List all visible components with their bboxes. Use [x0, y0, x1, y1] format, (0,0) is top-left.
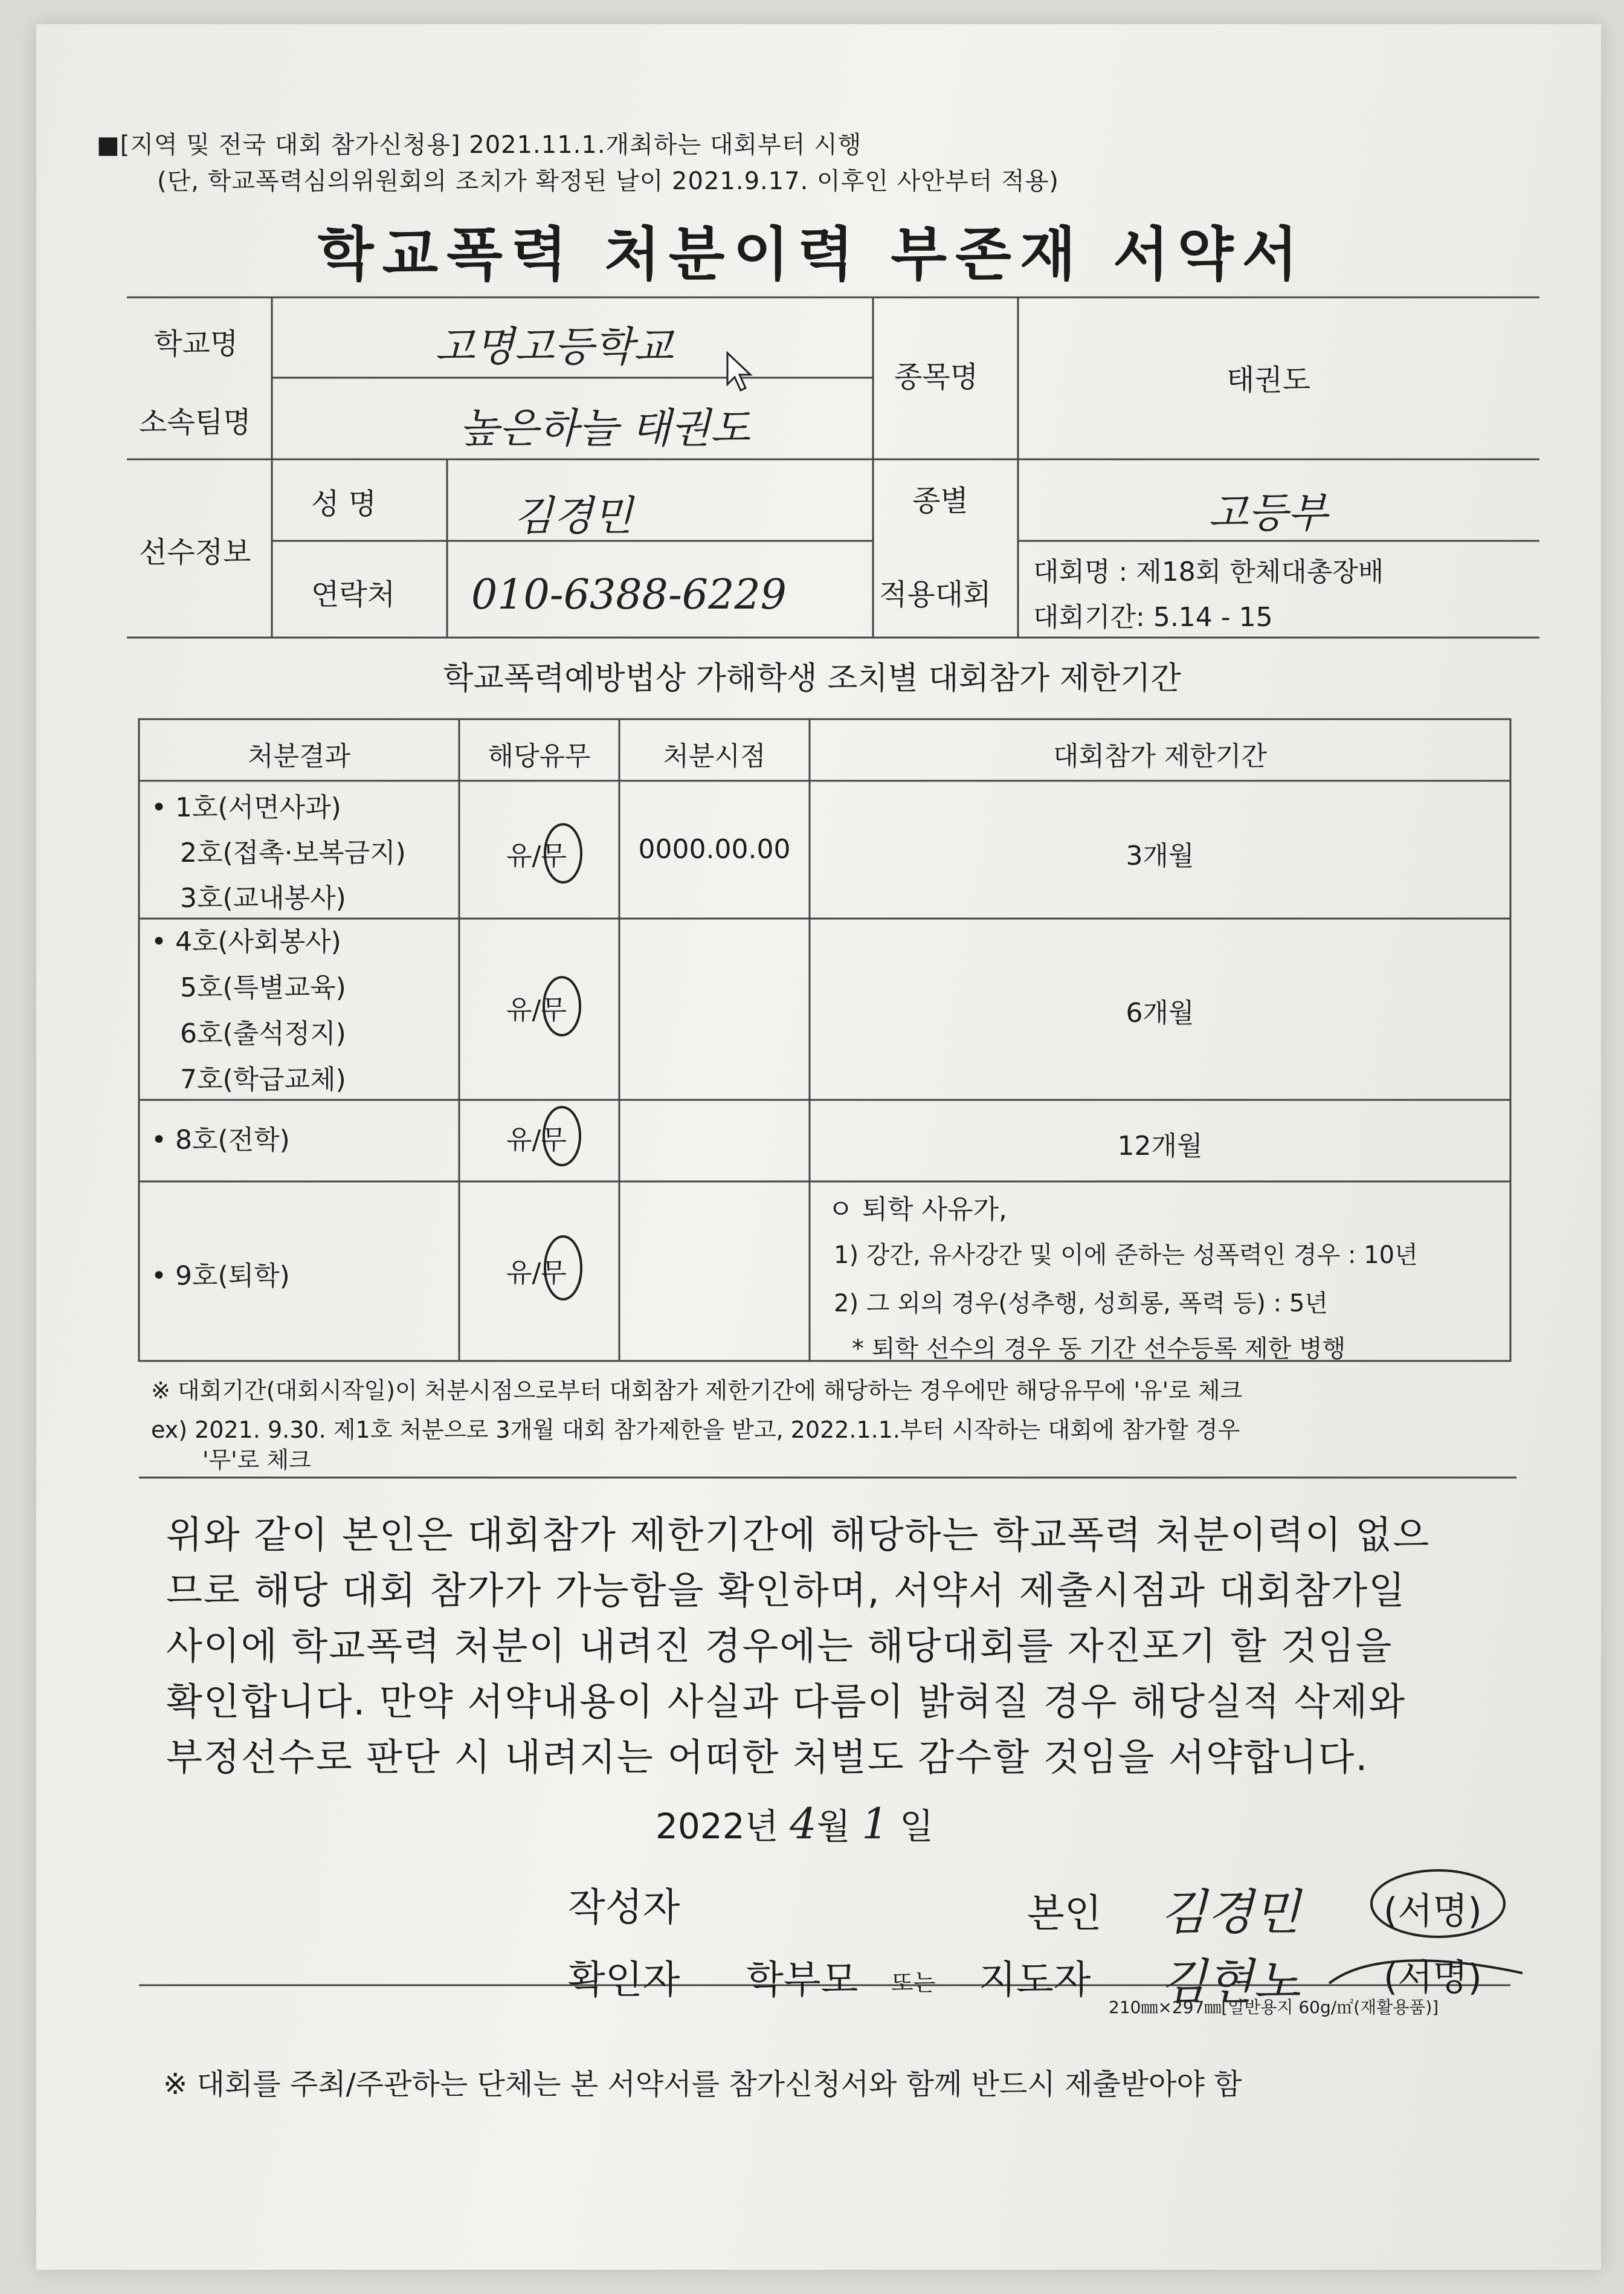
row4-period-line-2: 1) 강간, 유사강간 및 이에 준하는 성폭력인 경우 : 10년: [834, 1241, 1418, 1269]
class-label: 종별: [912, 484, 968, 518]
row4-item-1: • 9호(퇴학): [151, 1261, 290, 1291]
name-value: 김경민: [514, 493, 633, 540]
paper-spec: 210㎜×297㎜[일반용지 60g/㎡(재활용품)]: [1109, 1997, 1439, 2017]
self-label: 본인: [1027, 1892, 1102, 1936]
coach-sign-mark: (서명): [1384, 1957, 1482, 1999]
row2-item-3: 6호(출석정지): [180, 1018, 346, 1049]
note-3: '무'로 체크: [202, 1447, 311, 1473]
row1-item-1: • 1호(서면사과): [151, 792, 341, 823]
coach-name: 김현노: [1160, 1954, 1300, 2010]
player-info-label: 선수정보: [139, 535, 251, 569]
row4-check: 유/무: [506, 1258, 567, 1288]
contact-label: 연락처: [311, 578, 396, 612]
mouse-pointer-icon: [725, 351, 754, 396]
row4-period-line-1: ㅇ 퇴학 사유가,: [828, 1194, 1007, 1225]
row1-check: 유/무: [506, 841, 567, 871]
pledge-line-2: 므로 해당 대회 참가가 가능함을 확인하며, 서약서 제출시점과 대회참가일: [166, 1568, 1406, 1612]
event-period: 대회기간: 5.14 - 15: [1033, 602, 1273, 633]
or-label: 또는: [891, 1969, 936, 1996]
page-title: 학교폭력 처분이력 부존재 서약서: [317, 221, 1307, 288]
date-day: 1: [862, 1799, 889, 1849]
restriction-section-title: 학교폭력예방법상 가해학생 조치별 대회참가 제한기간: [443, 661, 1181, 697]
row2-check: 유/무: [506, 995, 567, 1026]
row1-period: 3개월: [1126, 841, 1194, 871]
header-date: 처분시점: [663, 741, 766, 772]
row2-item-2: 5호(특별교육): [180, 972, 346, 1003]
pledge-line-1: 위와 같이 본인은 대회참가 제한기간에 해당하는 학교폭력 처분이력이 없으: [166, 1513, 1431, 1557]
row1-item-2: 2호(접촉·보복금지): [180, 838, 406, 868]
row3-check: 유/무: [506, 1125, 567, 1155]
pledge-line-5: 부정선수로 판단 시 내려지는 어떠한 처벌도 감수할 것임을 서약합니다.: [166, 1735, 1369, 1779]
event-label: 적용대회: [879, 578, 991, 612]
event-name: 대회명 : 제18회 한체대총장배: [1033, 557, 1384, 587]
sport-label: 종목명: [894, 360, 979, 394]
date-month: 4: [790, 1799, 817, 1849]
row3-period: 12개월: [1117, 1131, 1203, 1162]
pledge-line-4: 확인합니다. 만약 서약내용이 사실과 다름이 밝혀질 경우 해당실적 삭제와: [166, 1679, 1406, 1724]
header-result: 처분결과: [247, 741, 350, 772]
name-label: 성 명: [311, 487, 376, 521]
notice-line-1: ■[지역 및 전국 대회 참가신청용] 2021.11.1.개최하는 대회부터 시행: [97, 131, 862, 159]
row3-item-1: • 8호(전학): [151, 1125, 290, 1155]
coach-label: 지도자: [979, 1958, 1091, 2003]
team-label: 소속팀명: [139, 405, 251, 439]
row2-item-4: 7호(학급교체): [180, 1064, 346, 1095]
sport-value: 태권도: [1226, 363, 1311, 397]
row2-item-1: • 4호(사회봉사): [151, 926, 341, 957]
row1-item-3: 3호(교내봉사): [180, 883, 346, 914]
school-label: 학교명: [154, 327, 239, 361]
notice-line-2: (단, 학교폭력심의위원회의 조치가 확정된 날이 2021.9.17. 이후인 사안부터 적용): [157, 167, 1059, 195]
contact-value: 010-6388-6229: [471, 571, 787, 619]
class-value: 고등부: [1208, 489, 1328, 537]
row4-period-line-3: 2) 그 외의 경우(성추행, 성희롱, 폭력 등) : 5년: [834, 1290, 1328, 1317]
school-value: 고명고등학교: [435, 323, 674, 371]
date-day-unit: 일: [900, 1806, 934, 1847]
header-period: 대회참가 제한기간: [1052, 741, 1268, 772]
note-2: ex) 2021. 9.30. 제1호 처분으로 3개월 대회 참가제한을 받고, 2022.1.1.부터 시작하는 대회에 참가할 경우: [151, 1417, 1240, 1443]
row4-period-line-4: * 퇴학 선수의 경우 동 기간 선수등록 제한 병행: [852, 1335, 1346, 1363]
self-sign-mark: (서명): [1384, 1890, 1482, 1933]
team-value: 높은하늘 태권도: [459, 405, 750, 453]
note-1: ※ 대회기간(대회시작일)이 처분시점으로부터 대회참가 제한기간에 해당하는 경우에만 해당유무에 '유'로 체크: [151, 1377, 1243, 1404]
self-name: 김경민: [1160, 1884, 1300, 1940]
date-month-unit: 월: [816, 1806, 851, 1847]
date-line: [656, 1798, 933, 1849]
parent-label: 학부모: [746, 1958, 859, 2003]
pledge-line-3: 사이에 학교폭력 처분이 내려진 경우에는 해당대회를 자진포기 할 것임을: [166, 1624, 1393, 1668]
writer-label: 작성자: [568, 1885, 680, 1930]
row1-date: 0000.00.00: [638, 834, 791, 865]
confirmer-label: 확인자: [568, 1958, 680, 2003]
row2-period: 6개월: [1126, 998, 1194, 1029]
date-year: 2022년: [656, 1806, 779, 1847]
header-applicable: 해당유무: [488, 741, 591, 772]
footer-note: ※ 대회를 주최/주관하는 단체는 본 서약서를 참가신청서와 함께 반드시 제출받아야 함: [163, 2067, 1242, 2101]
